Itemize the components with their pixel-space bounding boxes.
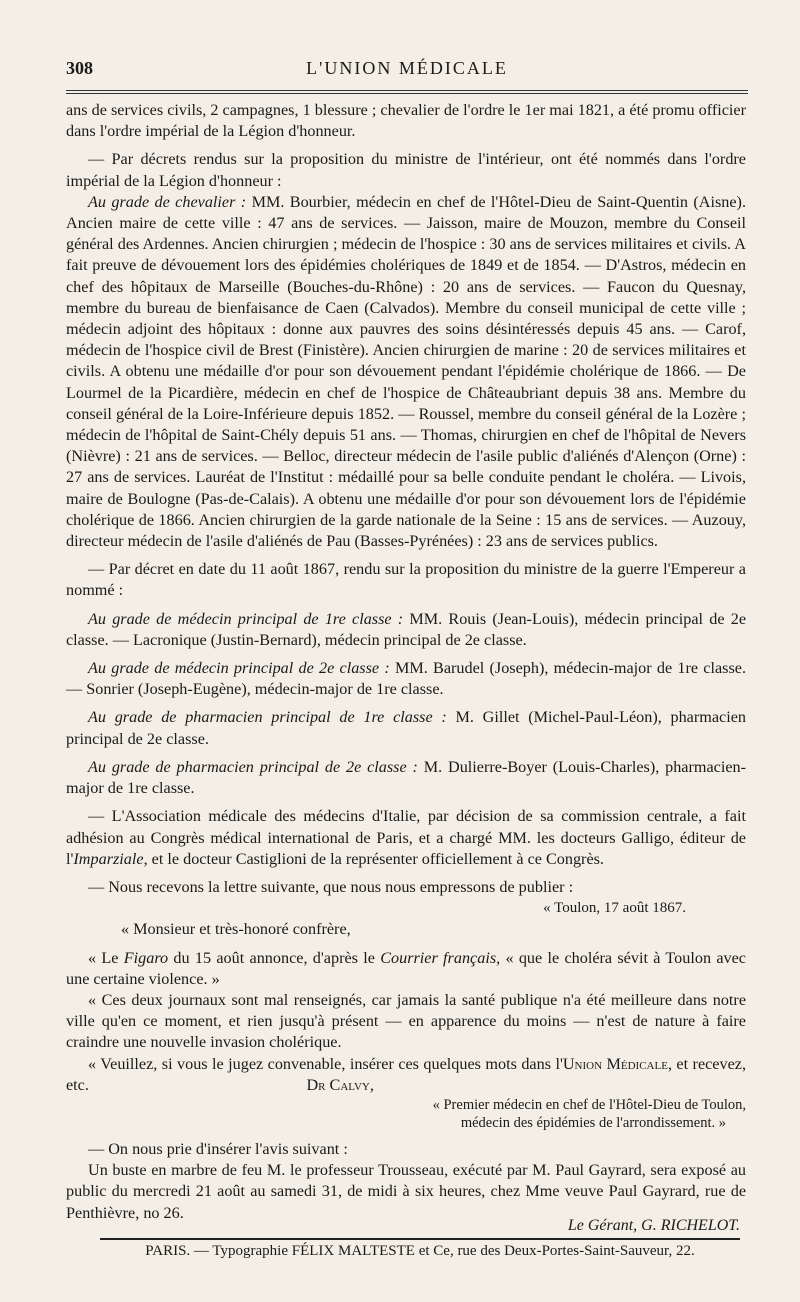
paragraph-text: M. Gillet (Michel-Paul-Léon), pharmacien principal de 2e classe. [66,708,746,748]
signature-title: médecin des épidémies de l'arrondissement. » [460,1114,726,1131]
paragraph-text: , et recevez, etc. [66,1054,747,1094]
paragraph: — Par décrets rendus sur la proposition du ministre de l'intérieur, ont été nommés dans l'ordre impérial de la Légion d'honneur : [66,150,746,190]
footer-rule [100,1238,740,1240]
running-head: L'UNION MÉDICALE [306,58,508,78]
paragraph-text: — L'Association médicale des médecins d'Italie, par décision de sa commission centrale, a fait adhésion au Congrès médical international de Paris, et a chargé MM. les docteurs Galligo, éditeur de l' [66,807,746,868]
paragraph-lead: Au grade de chevalier : [88,192,247,211]
paragraph [66,948,746,990]
paragraph-text: MM. Barudel (Joseph), médecin-major de 1re classe. — Sonrier (Joseph-Eugène), médecin-major de 1re classe. [66,659,746,699]
page-number: 308 [66,58,93,78]
paragraph-lead: Au grade de médecin principal de 1re classe : [88,609,404,628]
journal-name: Courrier français [380,948,497,967]
paragraph-lead: Au grade de médecin principal de 2e classe : [88,659,390,678]
gerant-signature: Le Gérant, G. RICHELOT. [567,1217,740,1234]
signature-title: « Premier médecin en chef de l'Hôtel-Dieu de Toulon, [432,1096,746,1113]
letter-dateline: « Toulon, 17 août 1867. [543,900,686,917]
letter-salutation: « Monsieur et très-honoré confrère, [121,920,351,939]
article-body [66,100,746,1224]
paragraph: — On nous prie d'insérer l'avis suivant : [88,1139,348,1158]
paragraph [66,192,746,552]
paragraph-text: « Le [88,948,124,967]
paragraph [66,806,746,870]
letter-signature: Dr Calvy, [306,1075,374,1094]
paragraph-text: MM. Bourbier, médecin en chef de l'Hôtel-Dieu de Saint-Quentin (Aisne). Ancien maire de cette ville : 47 ans de services. — Jaisson, maire de Mouzon, membre du Conseil général des Ardennes. Ancien chirurgien ; médecin de l'hospice : 30 ans de services militaires et civils. A fait preuve de dévouement lors des épidémies cholériques de 1849 et de 1854. — D'Astros, médecin en chef des hôpitaux de Marseille (Bouches-du-Rhône) : 20 ans de services. — Faucon du Quesnay, membre du bureau de bienfaisance de Caen (Calvados). Membre du conseil municipal de cette ville ; médecin adjoint des hôpitaux : donne aux pauvres des soins désintéressés depuis 45 ans. — Carof, médecin de l'hospice civil de Brest (Finistère). Ancien chirurgien de marine : 20 de services militaires et civils. A obtenu une médaille d'or pour son dévouement pendant l'épidémie cholérique de 1866. — De Lourmel de la Picardière, médecin en chef de l'hospice de Châteaubriant depuis 38 ans. Membre du conseil général de la Loire-Inférieure depuis 1852. — Roussel, membre du conseil général de la Lozère ; médecin de l'hôpital de Saint-Chély depuis 51 ans. — Thomas, chirurgien en chef de l'hôpital de Nevers (Nièvre) : 21 ans de services. — Belloc, directeur médecin de l'asile public d'aliénés d'Alençon (Orne) : 27 ans de services. Lauréat de l'Institut : médaillé pour sa belle conduite pendant le choléra. — Livois, maire de Boulogne (Pas-de-Calais). A obtenu une médaille d'or pour son dévouement lors de l'épidémie cholérique de 1866. Ancien chirurgien de la garde nationale de la Seine : 15 ans de services. — Auzouy, directeur médecin de l'asile d'aliénés de Pau (Basses-Pyrénées) : 23 ans de services publics. [66,192,746,551]
paragraph: — Nous recevons la lettre suivante, que nous nous empressons de publier : [88,877,574,896]
header-rule [66,90,748,94]
paragraph-lead: Au grade de pharmacien principal de 2e classe : [88,757,418,776]
paragraph-lead: Au grade de pharmacien principal de 1re classe : [88,708,447,727]
page-header [66,58,748,88]
journal-name: Union Médicale [562,1054,668,1073]
paragraph: ans de services civils, 2 campagnes, 1 blessure ; chevalier de l'ordre le 1er mai 1821, a été promu officier dans l'ordre impérial de la Légion d'honneur. [66,101,746,141]
paragraph [66,658,746,700]
paragraph: Un buste en marbre de feu M. le professeur Trousseau, exécuté par M. Paul Gayrard, sera exposé au public du mercredi 21 août au samedi 31, de midi à six heures, chez Mme veuve Paul Gayrard, rue de Penthièvre, no 26. [66,1161,746,1222]
paragraph-text: , « que le choléra sévit à Toulon avec une certaine violence. » [66,948,746,988]
paragraph [66,707,746,749]
paragraph: « Ces deux journaux sont mal renseignés, car jamais la santé publique n'a été meilleure dans notre ville qu'en ce moment, et rien jusqu'à présent — en apparence du moins — n'est de nature à faire craindre une nouvelle invasion cholérique. [66,990,746,1052]
journal-name: Imparziale [73,849,144,868]
paragraph-text: MM. Rouis (Jean-Louis), médecin principal de 2e classe. — Lacronique (Justin-Bernard), médecin principal de 2e classe. [66,609,747,649]
paragraph: — Par décret en date du 11 août 1867, rendu sur la proposition du ministre de la guerre l'Empereur a nommé : [66,560,746,600]
paragraph-text: , et le docteur Castiglioni de la représenter officiellement à ce Congrès. [143,849,604,868]
printer-imprint: PARIS. — Typographie FÉLIX MALTESTE et Ce, rue des Deux-Portes-Saint-Sauveur, 22. [145,1243,695,1259]
paragraph-text: du 15 août annonce, d'après le [168,948,381,967]
journal-name: Figaro [123,948,169,967]
paragraph-text: M. Dulierre-Boyer (Louis-Charles), pharmacien-major de 1re classe. [66,757,746,798]
paragraph-text: « Veuillez, si vous le jugez convenable, insérer ces quelques mots dans l' [88,1054,563,1073]
paragraph [66,1054,746,1096]
paragraph [66,757,746,799]
paragraph [66,609,746,651]
